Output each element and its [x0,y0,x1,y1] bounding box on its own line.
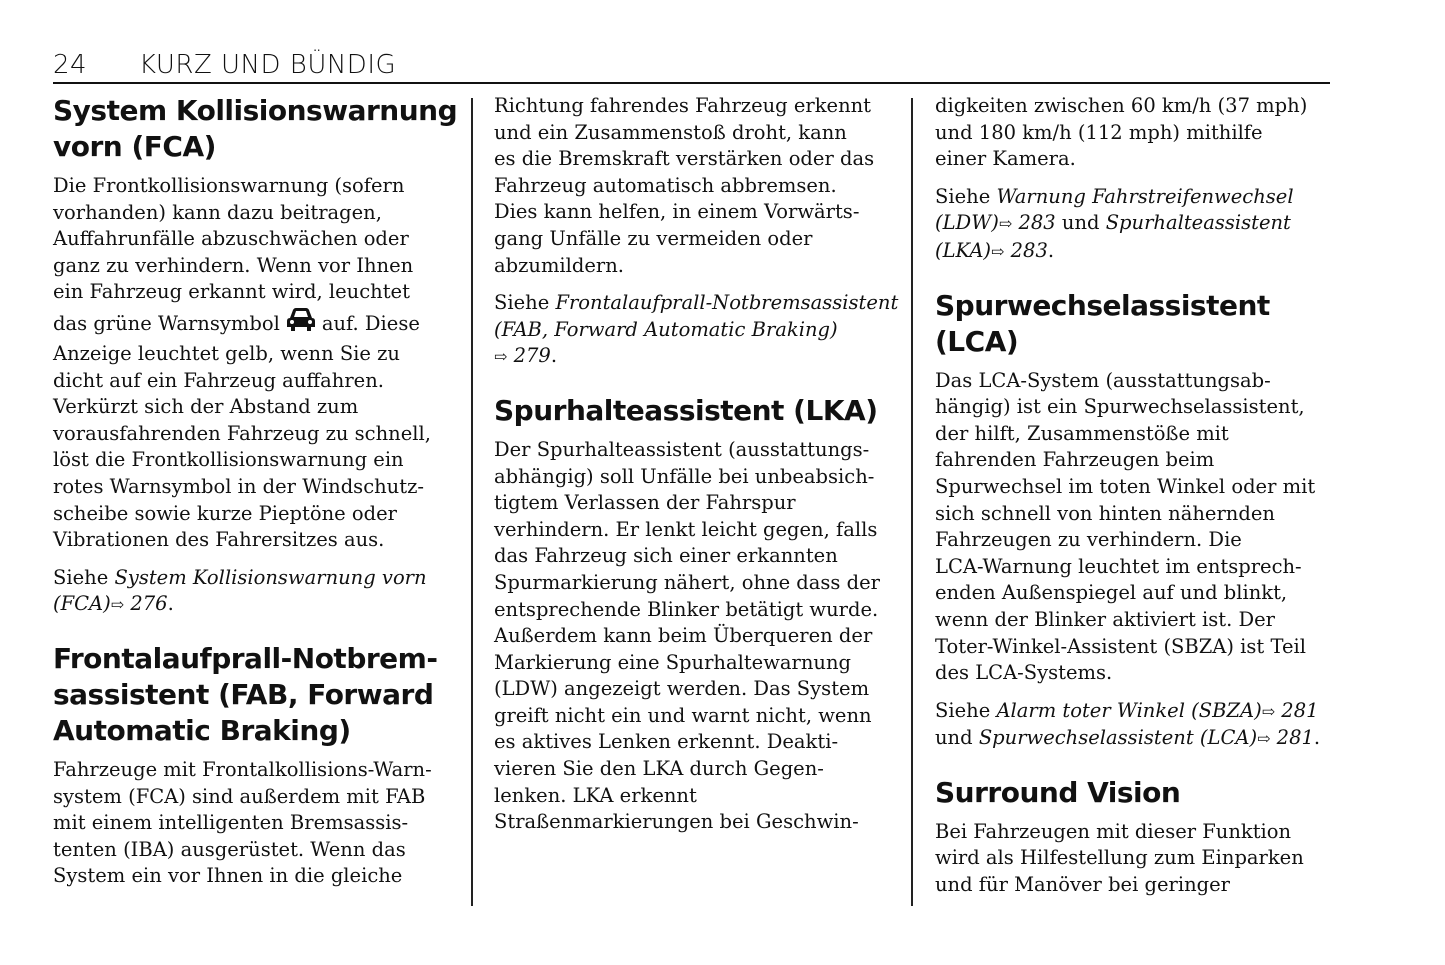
reference-fab: Siehe Frontalaufprall-Notbremsassistent (FAB, Forward Automatic Braking) ⇨ 279. [494,291,899,368]
paragraph-lka: Der Spurhalteassistent (ausstattungs- abhängig) soll Unfälle bei unbeabsich- tigtem Verlassen der Fahrspur verhindern. Er lenkt leicht gegen, falls das Fahrzeug sich einer erkannten Spurmarkierung nähert, ohne dass der entsprechende Blinker betätigt wurde. Außerdem kann beim Überqueren der Markierung eine Spurhaltewarnung (LDW) angezeigt werden. Das System greift nicht ein und warnt nicht, wenn es aktives Lenken erkennt. Deakti- vieren Sie den LKA durch Gegen- lenken. LKA erkennt Straßenmarkierungen bei Geschwin- [494,437,880,834]
paragraph-fab-cont: Richtung fahrendes Fahrzeug erkennt und ein Zusammenstoß droht, kann es die Bremskraft verstärken oder das Fahrzeug automatisch abbremsen. Dies kann helfen, in einem Vorwärts- gang Unfälle zu vermeiden oder abzumildern. [494,94,875,277]
page-ref-281a[interactable]: 281 [1281,698,1319,722]
page-ref-279[interactable]: 279 [513,344,551,368]
reference-arrow-icon: ⇨ [1257,729,1271,749]
page-ref-283b[interactable]: 283 [1010,238,1048,262]
link-lka[interactable]: Spurhalteassistent [1105,211,1291,235]
heading-fca: System Kollisionswarnung vorn (FCA) [53,94,458,163]
paragraph-lka-cont: digkeiten zwischen 60 km/h (37 mph) und 180 km/h (112 mph) mithilfe einer Kamera. [935,94,1308,171]
reference-arrow-icon: ⇨ [494,347,508,367]
reference-fca: Siehe System Kollisionswarnung vorn (FCA)⇨ 276. [53,565,427,616]
reference-lca: Siehe Alarm toter Winkel (SBZA)⇨ 281 und Spurwechselassistent (LCA)⇨ 281. [935,698,1321,750]
heading-lca: Spurwechselassistent (LCA) [935,288,1270,358]
column-3 [935,93,1335,910]
link-ldw[interactable]: Warnung Fahrstreifenwechsel [996,184,1294,208]
page-number: 24 [53,50,88,80]
column-divider-2 [911,98,913,906]
paragraph-fab: Fahrzeuge mit Frontalkollisions-Warn- system (FCA) sind außerdem mit FAB mit einem intelligenten Bremsassis- tenten (IBA) ausgerüstet. Wenn das System ein vor Ihnen in die gleiche [53,757,432,888]
link-sbza[interactable]: Alarm toter Winkel (SBZA) [996,698,1262,722]
column-2 [494,93,899,847]
link-lca[interactable]: Spurwechselassistent (LCA) [978,726,1258,750]
column-1 [53,93,458,901]
heading-surround-vision: Surround Vision [935,775,1181,809]
paragraph-lca: Das LCA-System (ausstattungsab- hängig) ist ein Spurwechselassistent, der hilft, Zusammenstöße mit fahrenden Fahrzeugen beim Spurwechsel im toten Winkel oder mit sich schnell von hinten nähernden Fahrzeugen zu verhindern. Die LCA-Warnung leuchtet im entsprech- enden Außenspiegel auf und blinkt, wenn der Blinker aktiviert ist. Der Toter-Winkel-Assistent (SBZA) ist Teil des LCA-Systems. [935,368,1316,685]
page-ref-281b[interactable]: 281 [1276,726,1314,750]
reference-lka: Siehe Warnung Fahrstreifenwechsel (LDW)⇨ 283 und Spurhalteassistent (LKA)⇨ 283. [935,184,1294,262]
page-header [53,48,1330,84]
heading-lka: Spurhalteassistent (LKA) [494,393,878,427]
paragraph-surround-vision: Bei Fahrzeugen mit dieser Funktion wird als Hilfestellung zum Einparken und für Manöver bei geringer [935,819,1304,897]
reference-arrow-icon: ⇨ [998,214,1013,234]
column-divider-1 [471,98,473,906]
page-ref-276[interactable]: 276 [130,592,168,616]
paragraph-fca: Die Frontkollisionswarnung (sofern vorhanden) kann dazu beitragen, Auffahrunfälle abzuschwächen oder ganz zu verhindern. Wenn vor Ihnen ein Fahrzeug erkannt wird, leuchtet das grüne Warnsymbol auf. Diese Anzeige leuchtet gelb, wenn Sie zu dicht auf ein Fahrzeug auffahren. Verkürzt sich der Abstand zum vorausfahrenden Fahrzeug zu schnell, löst die Frontkollisionswarnung ein rotes Warnsymbol in der Windschutz- scheibe sowie kurze Pieptöne oder Vibrationen des Fahrersitzes aus. [53,174,431,552]
heading-fab: Frontalaufprall-Notbrem- sassistent (FAB, Forward Automatic Braking) [53,641,438,747]
section-title: KURZ UND BÜNDIG [139,50,397,80]
page-ref-283a[interactable]: 283 [1018,211,1056,235]
reference-arrow-icon: ⇨ [991,241,1005,261]
reference-arrow-icon: ⇨ [110,595,125,615]
front-car-icon [284,306,318,334]
link-fca[interactable]: System Kollisionswarnung vorn [114,565,427,589]
reference-arrow-icon: ⇨ [1261,701,1276,721]
link-fab[interactable]: Frontalaufprall-Notbremsassistent [555,291,899,315]
